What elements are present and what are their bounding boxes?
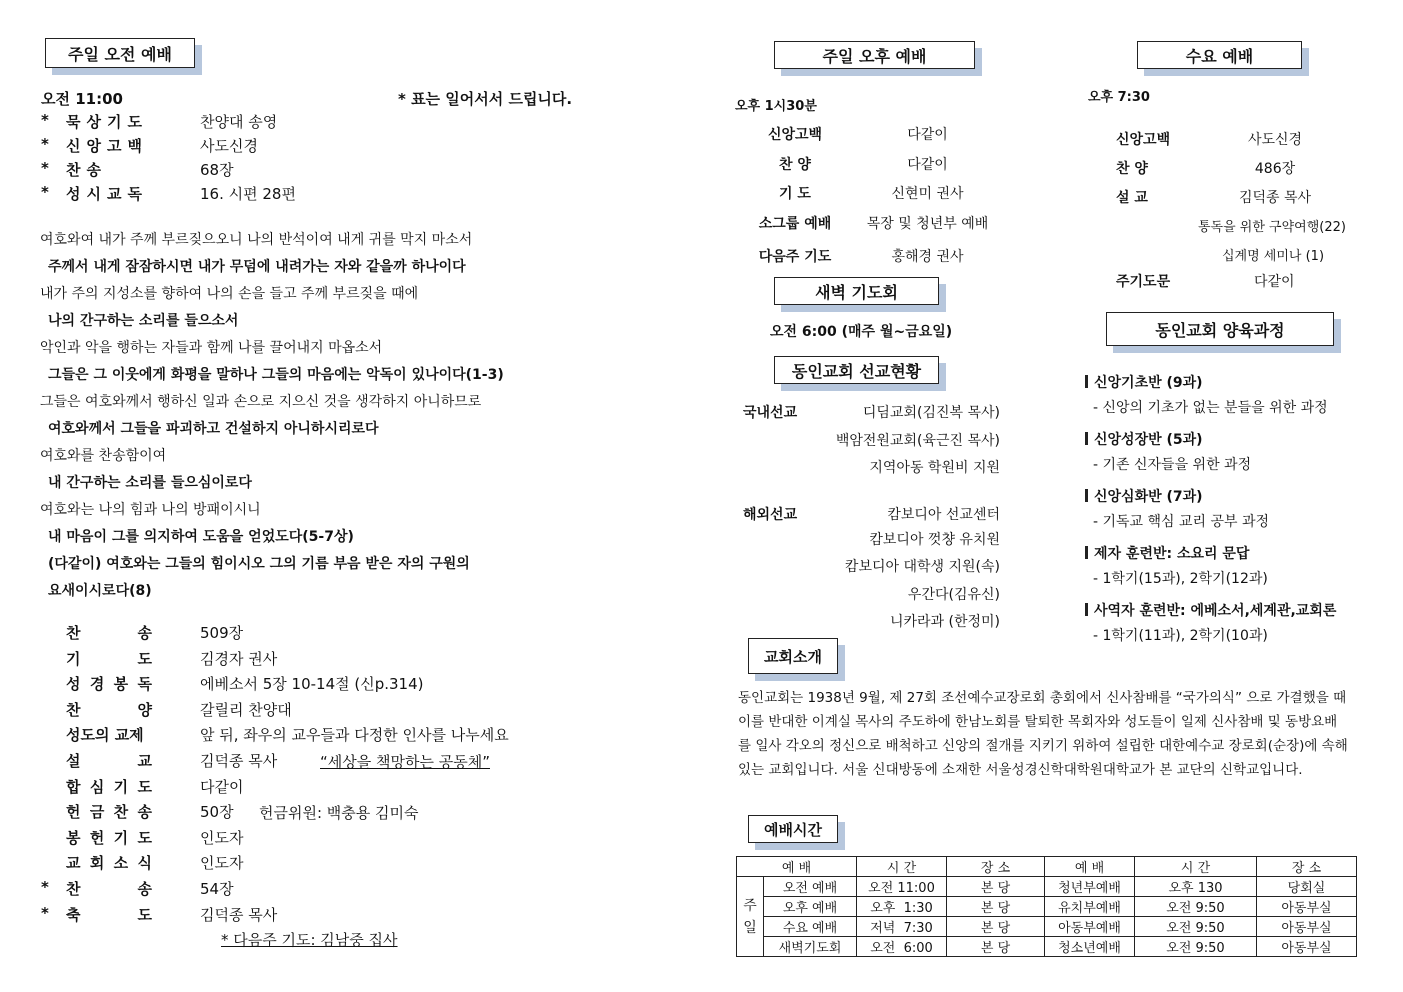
wednesday-title-box bbox=[1137, 41, 1302, 69]
item-value: 김경자 권사 bbox=[200, 649, 278, 668]
morning-title-box bbox=[45, 38, 195, 68]
item-label: 다음주 기도 bbox=[758, 249, 832, 265]
item-label: 찬 양 bbox=[66, 700, 152, 719]
table-cell: 저녁 7:30 bbox=[857, 917, 947, 937]
mission-overseas-item: 캄보디아 선교센터 bbox=[887, 507, 1000, 523]
table-row bbox=[737, 877, 1357, 897]
item-value: 앞 뒤, 좌우의 교우들과 다정한 인사를 나누세요 bbox=[200, 726, 509, 745]
table-cell: 새벽기도회 bbox=[764, 937, 857, 957]
item-label: 찬 송 bbox=[66, 624, 152, 642]
table-cell: 청년부예배 bbox=[1045, 877, 1135, 897]
item-label: 성도의 교제 bbox=[66, 726, 144, 745]
item-label: 성 경 봉 독 bbox=[66, 675, 152, 694]
item-value: 인도자 bbox=[200, 854, 244, 873]
item-label: 찬 양 bbox=[1116, 161, 1148, 177]
item-value: 68장 bbox=[200, 161, 234, 179]
wednesday-time: 오후 7:30 bbox=[1088, 90, 1150, 105]
schedule-title-box bbox=[748, 815, 838, 843]
afternoon-title-box bbox=[774, 41, 975, 69]
wednesday-sermon-sub1: 통독을 위한 구약여행(22) bbox=[1198, 220, 1346, 235]
course-name-text: 신앙성장반 (5과) bbox=[1094, 432, 1203, 448]
course-name-text: 제자 훈련반: 소요리 문답 bbox=[1094, 546, 1250, 562]
item-label: 기 도 bbox=[66, 649, 152, 668]
item-value: 김덕종 목사 bbox=[200, 905, 278, 924]
item-label: 합 심 기 도 bbox=[66, 777, 152, 796]
sermon-title: “세상을 책망하는 공동체” bbox=[320, 753, 490, 771]
item-label: 성시교독 bbox=[66, 185, 148, 203]
item-value: 다같이 bbox=[200, 777, 244, 796]
reading-line: 여호와는 나의 힘과 나의 방패이시니 bbox=[40, 502, 261, 518]
schedule-table bbox=[736, 856, 1357, 957]
table-header-row bbox=[737, 857, 1357, 877]
side-label-cell bbox=[737, 877, 764, 957]
table-header-cell: 시 간 bbox=[857, 857, 947, 877]
intro-title-box bbox=[748, 638, 838, 674]
reading-line: 그들은 그 이웃에게 화평을 말하나 그들의 마음에는 악독이 있나이다(1-3) bbox=[48, 367, 504, 383]
overseas-label: 해외선교 bbox=[743, 507, 798, 523]
morning-title: 주일 오전 예배 bbox=[68, 44, 172, 64]
item-mark: * bbox=[41, 135, 49, 153]
course-name bbox=[1085, 429, 1203, 449]
reading-line: 내 간구하는 소리를 들으심이로다 bbox=[48, 475, 252, 491]
item-value: 486장 bbox=[1254, 161, 1296, 177]
reading-line: 여호와를 찬송함이여 bbox=[40, 448, 167, 464]
item-label: 소그룹 예배 bbox=[758, 216, 832, 232]
table-cell: 오전 6:00 bbox=[857, 937, 947, 957]
item-value: 54장 bbox=[200, 880, 234, 898]
course-name-text: 신앙기초반 (9과) bbox=[1094, 375, 1203, 391]
course-name bbox=[1085, 543, 1249, 563]
item-value: 인도자 bbox=[200, 828, 244, 847]
afternoon-time: 오후 1시30분 bbox=[735, 99, 817, 114]
table-cell: 본 당 bbox=[947, 917, 1045, 937]
bullet-bar-icon bbox=[1085, 375, 1088, 388]
item-label: 신앙고백 bbox=[66, 137, 148, 155]
bullet-bar-icon bbox=[1085, 546, 1088, 559]
reading-line: (다같이) 여호와는 그들의 힘이시오 그의 기름 부음 받은 자의 구원의 bbox=[48, 556, 470, 572]
table-header-cell: 장 소 bbox=[947, 857, 1045, 877]
table-cell: 아동부예배 bbox=[1045, 917, 1135, 937]
course-name-text: 사역자 훈련반: 에베소서,세계관,교회론 bbox=[1094, 603, 1337, 619]
item-value: 신현미 권사 bbox=[891, 186, 964, 202]
domestic-label: 국내선교 bbox=[743, 405, 798, 421]
reading-line: 여호와여 내가 주께 부르짖으오니 나의 반석이여 내게 귀를 막지 마소서 bbox=[40, 232, 473, 248]
item-mark: * bbox=[41, 183, 49, 201]
table-cell: 본 당 bbox=[947, 937, 1045, 957]
item-label: 교 회 소 식 bbox=[66, 854, 152, 873]
table-row bbox=[737, 937, 1357, 957]
table-cell: 오전 9:50 bbox=[1135, 937, 1257, 957]
item-label: 봉 헌 기 도 bbox=[66, 828, 152, 847]
item-label: 찬 송 bbox=[66, 880, 152, 898]
table-cell: 오전 예배 bbox=[764, 877, 857, 897]
item-value: 목장 및 청년부 예배 bbox=[866, 216, 989, 232]
item-mark: * bbox=[41, 903, 49, 922]
item-label: 신앙고백 bbox=[1116, 132, 1171, 148]
reading-line: 그들은 여호와께서 행하신 일과 손으로 지으신 것을 생각하지 아니하므로 bbox=[40, 394, 482, 410]
dawn-title-box bbox=[774, 277, 939, 305]
mission-overseas-item: 캄보디아 껏챵 유치원 bbox=[869, 532, 1000, 548]
item-value: 찬양대 송영 bbox=[200, 113, 278, 131]
training-title-box bbox=[1106, 312, 1334, 346]
course-name bbox=[1085, 372, 1203, 392]
morning-time: 오전 11:00 bbox=[41, 90, 123, 108]
closing-label: 주기도문 bbox=[1116, 274, 1171, 290]
course-desc: - 기존 신자들을 위한 과정 bbox=[1093, 457, 1252, 473]
mission-domestic-item: 디딤교회(김진복 목사) bbox=[862, 405, 1000, 421]
offering-committee: 헌금위원: 백충용 김미숙 bbox=[259, 804, 419, 822]
mission-overseas-item: 캄보디아 대학생 지원(속) bbox=[844, 559, 1000, 575]
course-desc: - 신앙의 기초가 없는 분들을 위한 과정 bbox=[1093, 400, 1328, 416]
item-label: 기 도 bbox=[779, 186, 811, 202]
course-desc: - 기독교 핵심 교리 공부 과정 bbox=[1093, 514, 1270, 530]
table-row bbox=[737, 897, 1357, 917]
table-cell: 오전 11:00 bbox=[857, 877, 947, 897]
table-header-cell: 장 소 bbox=[1257, 857, 1357, 877]
item-value: 다같이 bbox=[907, 127, 948, 143]
course-name-text: 신앙심화반 (7과) bbox=[1094, 489, 1203, 505]
table-cell: 아동부실 bbox=[1257, 897, 1357, 917]
reading-line: 내 마음이 그를 의지하여 도움을 얻었도다(5-7상) bbox=[48, 529, 354, 545]
course-name bbox=[1085, 486, 1203, 506]
item-label: 헌 금 찬 송 bbox=[66, 803, 152, 822]
side-label-char: 주 bbox=[743, 897, 757, 914]
item-label: 축 도 bbox=[66, 905, 152, 924]
standing-note: * 표는 일어서서 드립니다. bbox=[398, 90, 573, 108]
table-cell: 수요 예배 bbox=[764, 917, 857, 937]
item-label: 찬 양 bbox=[779, 157, 811, 173]
wednesday-title: 수요 예배 bbox=[1185, 46, 1254, 66]
afternoon-title: 주일 오후 예배 bbox=[822, 46, 927, 66]
item-value: 홍해경 권사 bbox=[891, 249, 964, 265]
training-title: 동인교회 양육과정 bbox=[1155, 320, 1285, 340]
next-week-prayer: * 다음주 기도: 김남중 집사 bbox=[221, 931, 398, 949]
bullet-bar-icon bbox=[1085, 603, 1088, 616]
table-cell: 아동부실 bbox=[1257, 937, 1357, 957]
course-desc: - 1학기(15과), 2학기(12과) bbox=[1093, 571, 1268, 587]
item-value: 에베소서 5장 10-14절 (신p.314) bbox=[200, 675, 424, 694]
table-header-cell: 예 배 bbox=[1045, 857, 1135, 877]
mission-overseas-item: 우간다(김유신) bbox=[907, 587, 1000, 603]
item-value: 김덕종 목사 bbox=[200, 752, 278, 770]
bullet-bar-icon bbox=[1085, 489, 1088, 502]
wednesday-sermon-sub2: 십계명 세미나 (1) bbox=[1222, 249, 1325, 264]
table-cell: 본 당 bbox=[947, 897, 1045, 917]
item-value: 김덕종 목사 bbox=[1238, 190, 1312, 206]
table-row bbox=[737, 917, 1357, 937]
reading-line: 내가 주의 지성소를 향하여 나의 손을 들고 주께 부르짖을 때에 bbox=[40, 286, 419, 302]
table-cell: 아동부실 bbox=[1257, 917, 1357, 937]
mission-domestic-item: 백암전원교회(육근진 목사) bbox=[835, 433, 1000, 449]
table-cell: 오후 예배 bbox=[764, 897, 857, 917]
item-mark: * bbox=[41, 878, 49, 896]
item-value: 509장 bbox=[200, 624, 244, 642]
course-name bbox=[1085, 600, 1336, 620]
table-cell: 청소년예배 bbox=[1045, 937, 1135, 957]
table-cell: 오전 9:50 bbox=[1135, 897, 1257, 917]
table-header-cell: 예 배 bbox=[737, 857, 857, 877]
dawn-title: 새벽 기도회 bbox=[815, 282, 898, 302]
reading-line: 나의 간구하는 소리를 들으소서 bbox=[48, 313, 239, 329]
reading-line: 여호와께서 그들을 파괴하고 건설하지 아니하시리로다 bbox=[48, 421, 379, 437]
item-label: 묵상기도 bbox=[66, 113, 148, 131]
mission-domestic-item: 지역아동 학원비 지원 bbox=[869, 460, 1000, 476]
dawn-time: 오전 6:00 (매주 월~금요일) bbox=[770, 324, 953, 340]
item-label: 신앙고백 bbox=[767, 127, 823, 143]
course-desc: - 1학기(11과), 2학기(10과) bbox=[1093, 628, 1268, 644]
mission-title: 동인교회 선교현황 bbox=[791, 361, 922, 381]
table-header-cell: 시 간 bbox=[1135, 857, 1257, 877]
table-cell: 본 당 bbox=[947, 877, 1045, 897]
item-value: 사도신경 bbox=[1247, 132, 1303, 148]
item-value: 다같이 bbox=[907, 157, 948, 173]
item-value: 갈릴리 찬양대 bbox=[200, 700, 292, 719]
item-value: 50장 bbox=[200, 803, 234, 822]
table-cell: 유치부예배 bbox=[1045, 897, 1135, 917]
reading-line: 주께서 내게 잠잠하시면 내가 무덤에 내려가는 자와 같을까 하나이다 bbox=[48, 259, 466, 275]
table-cell: 오후 130 bbox=[1135, 877, 1257, 897]
reading-line: 악인과 악을 행하는 자들과 함께 나를 끌어내지 마옵소서 bbox=[40, 340, 383, 356]
schedule-title: 예배시간 bbox=[764, 820, 822, 839]
item-mark: * bbox=[41, 111, 49, 129]
intro-title: 교회소개 bbox=[764, 647, 822, 666]
item-label: 설 교 bbox=[1116, 190, 1148, 206]
table-cell: 오전 9:50 bbox=[1135, 917, 1257, 937]
item-mark: * bbox=[41, 159, 49, 177]
item-value: 사도신경 bbox=[200, 137, 258, 155]
mission-overseas-item: 니카라과 (한정미) bbox=[889, 614, 1000, 630]
intro-text: 동인교회는 1938년 9월, 제 27회 조선예수교장로회 총회에서 신사참배를 “국가의식” 으로 가결했을 때 이를 반대한 이계실 목사의 주도하에 한남노회를 탈퇴한 목회자와 성도들이 일제 신사참배 및 동방요배를 일사 각오의 정신으로 배척하고 신앙의 절개를 지키기 위하여 설립한 대한예수교 장로회(순장)에 속해 있는 교회입니다. 서울 신대방동에 소재한 서울성경신학대학원대학교가 본 교단의 신학교입니다. bbox=[738, 690, 1348, 778]
reading-line: 요새이시로다(8) bbox=[48, 583, 152, 599]
item-label: 찬송 bbox=[66, 161, 107, 179]
item-value: 16. 시편 28편 bbox=[200, 185, 296, 203]
closing-value: 다같이 bbox=[1254, 274, 1295, 290]
side-label-char: 일 bbox=[743, 919, 757, 936]
mission-title-box bbox=[774, 356, 939, 384]
table-cell: 오후 1:30 bbox=[857, 897, 947, 917]
table-cell: 당회실 bbox=[1257, 877, 1357, 897]
bullet-bar-icon bbox=[1085, 432, 1088, 445]
item-label: 설 교 bbox=[66, 752, 152, 770]
